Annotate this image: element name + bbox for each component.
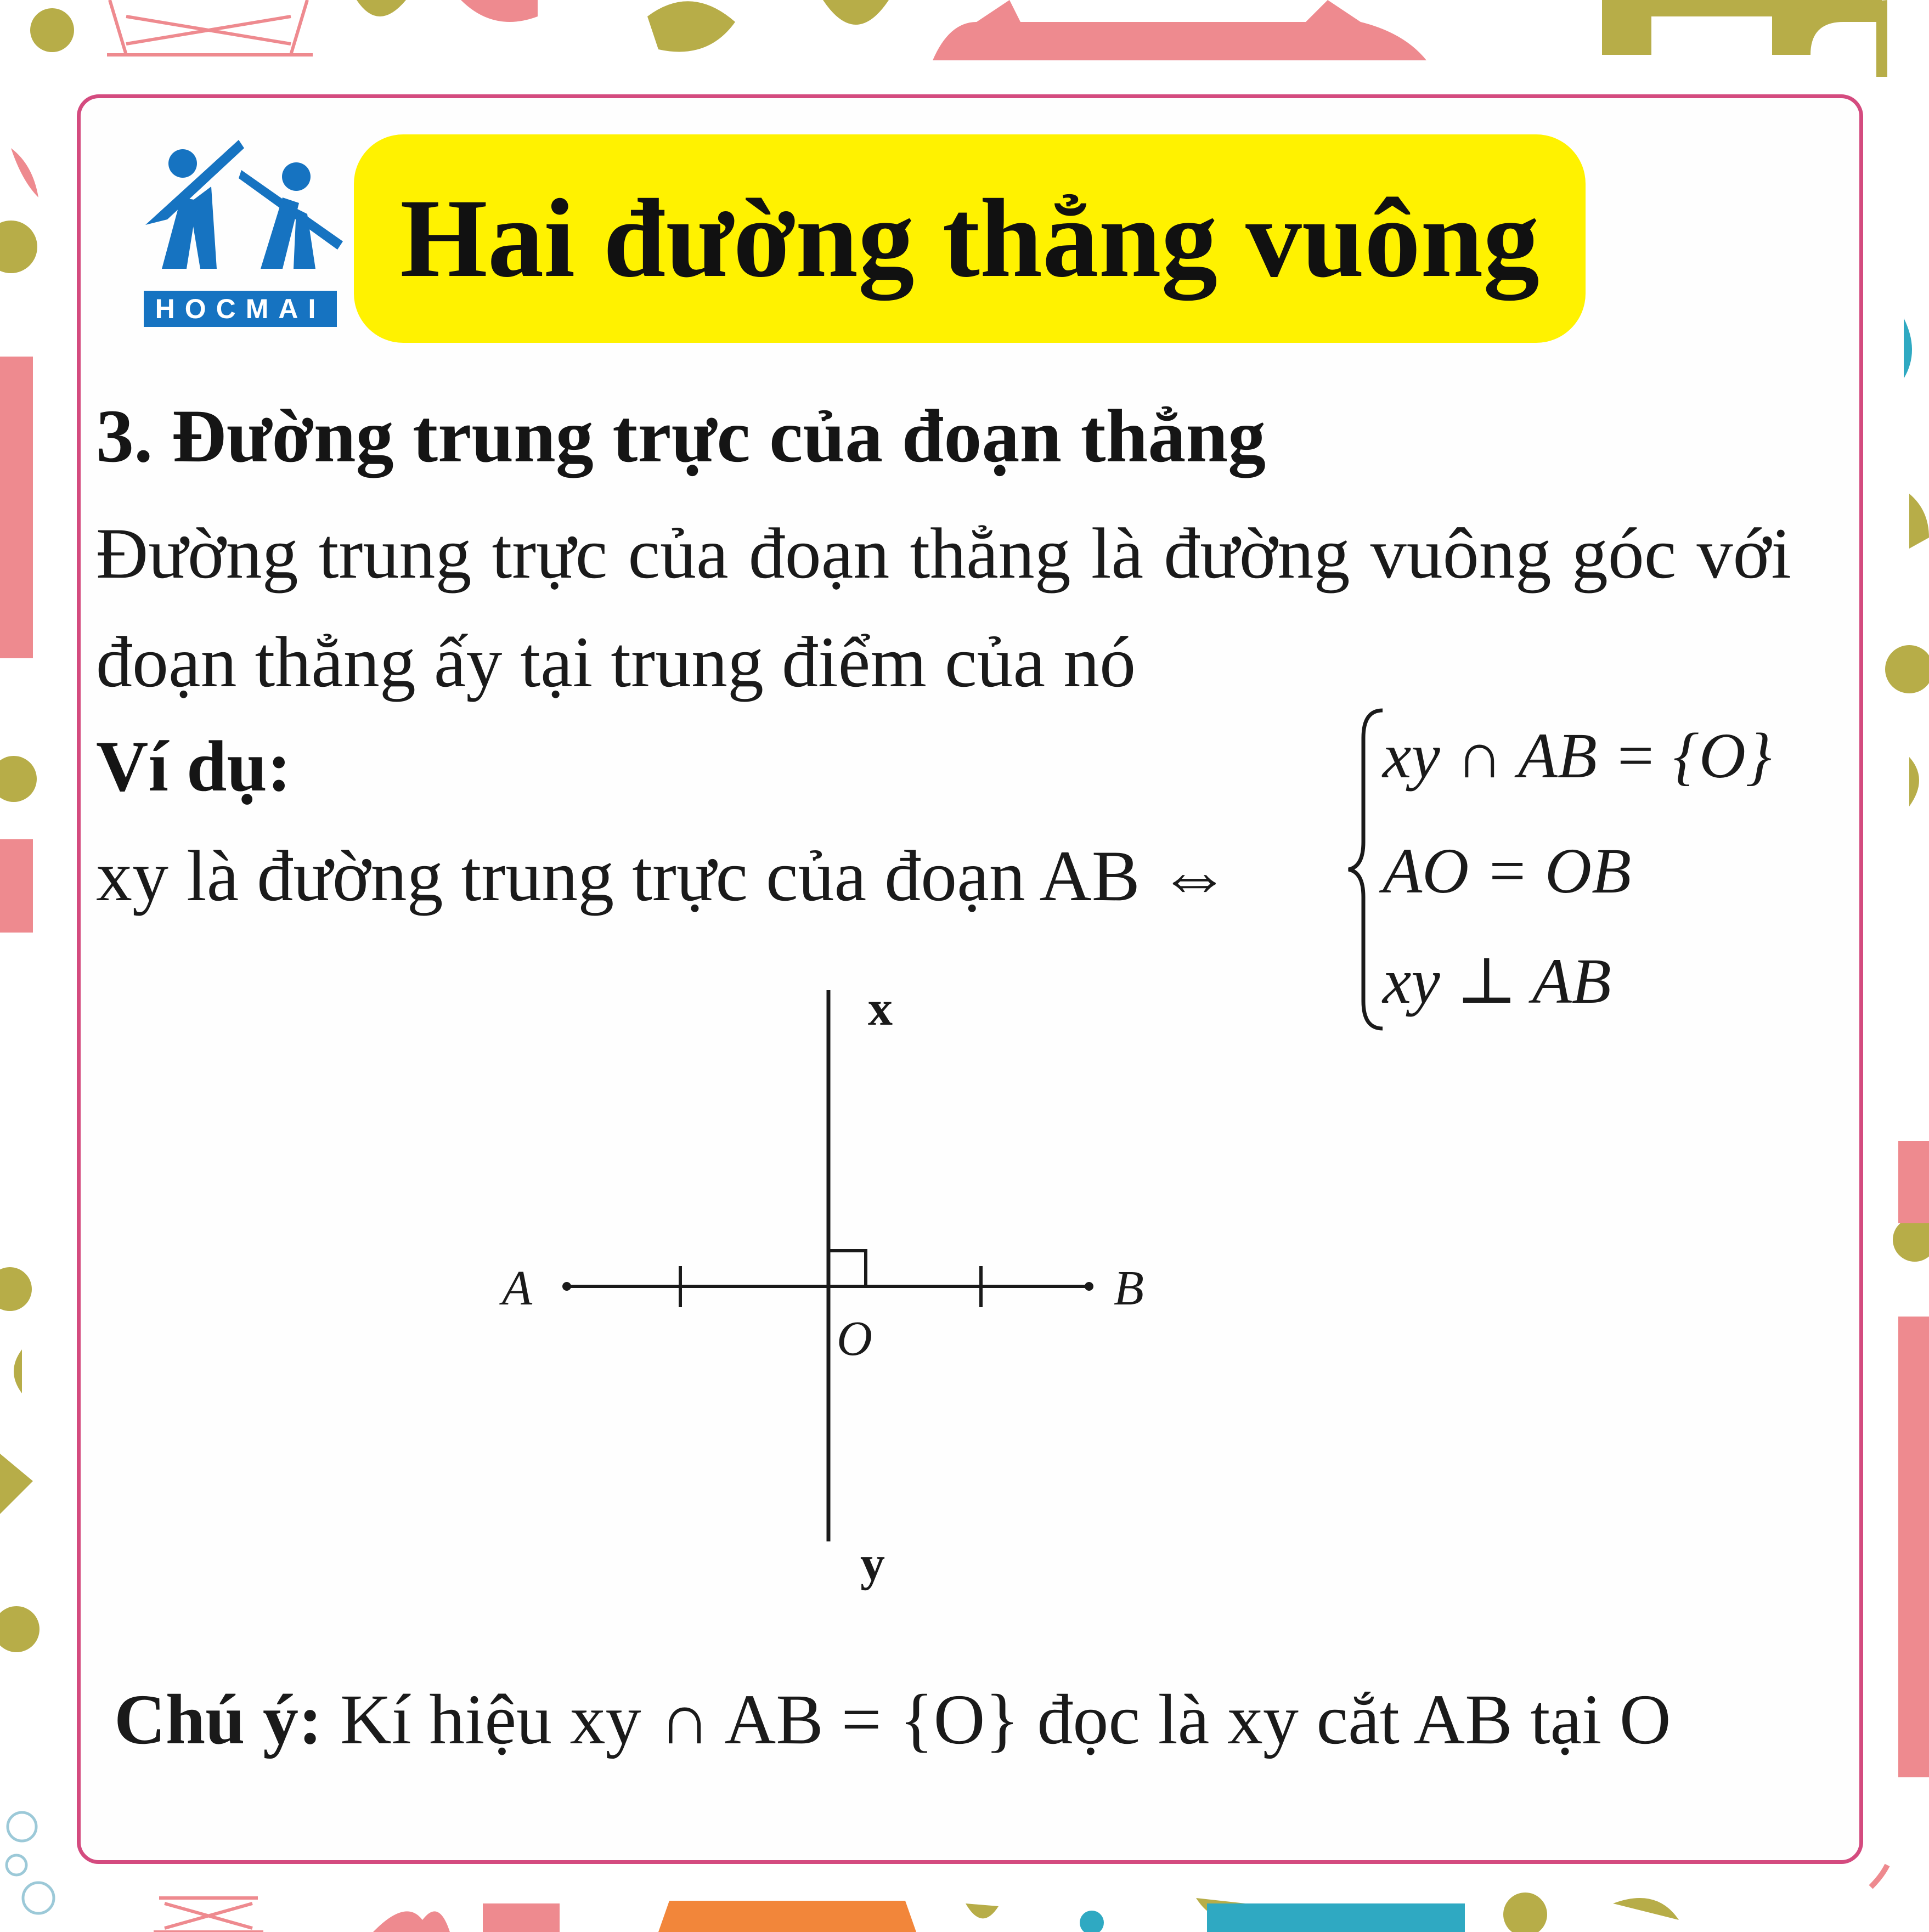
condition-equal-segments: AO = OB bbox=[1383, 835, 1632, 907]
label-x: x bbox=[868, 981, 893, 1036]
perpendicular-bisector-figure bbox=[472, 976, 1196, 1602]
note bbox=[114, 1679, 1671, 1761]
label-o: O bbox=[837, 1312, 872, 1366]
note-label: Chú ý: bbox=[114, 1680, 323, 1759]
condition-perpendicular: xy ⊥ AB bbox=[1383, 945, 1611, 1017]
page-title: Hai đường thẳng vuông bbox=[400, 176, 1539, 301]
system-brace-icon bbox=[1344, 705, 1388, 1034]
title-banner bbox=[354, 134, 1586, 343]
definition-text: Đường trung trực của đoạn thẳng là đường vuông góc với đoạn thẳng ấy tại trung điểm của nó bbox=[96, 513, 1791, 702]
condition-intersection: xy ∩ AB = {O} bbox=[1383, 720, 1772, 792]
label-y: y bbox=[860, 1536, 885, 1591]
label-b: B bbox=[1114, 1261, 1144, 1315]
label-a: A bbox=[502, 1261, 532, 1315]
section-heading: 3. Đường trung trực của đoạn thẳng bbox=[96, 394, 1266, 478]
right-angle-mark bbox=[828, 1251, 866, 1286]
point-a bbox=[562, 1282, 571, 1291]
logo-wordmark: HOCMAI bbox=[144, 291, 337, 327]
note-text: Kí hiệu xy ∩ AB = {O} đọc là xy cắt AB tại O bbox=[322, 1680, 1671, 1759]
example-statement: xy là đường trung trực của đoạn AB ⇔ bbox=[96, 835, 1231, 916]
example-label: Ví dụ: bbox=[96, 726, 291, 806]
point-b bbox=[1085, 1282, 1093, 1291]
